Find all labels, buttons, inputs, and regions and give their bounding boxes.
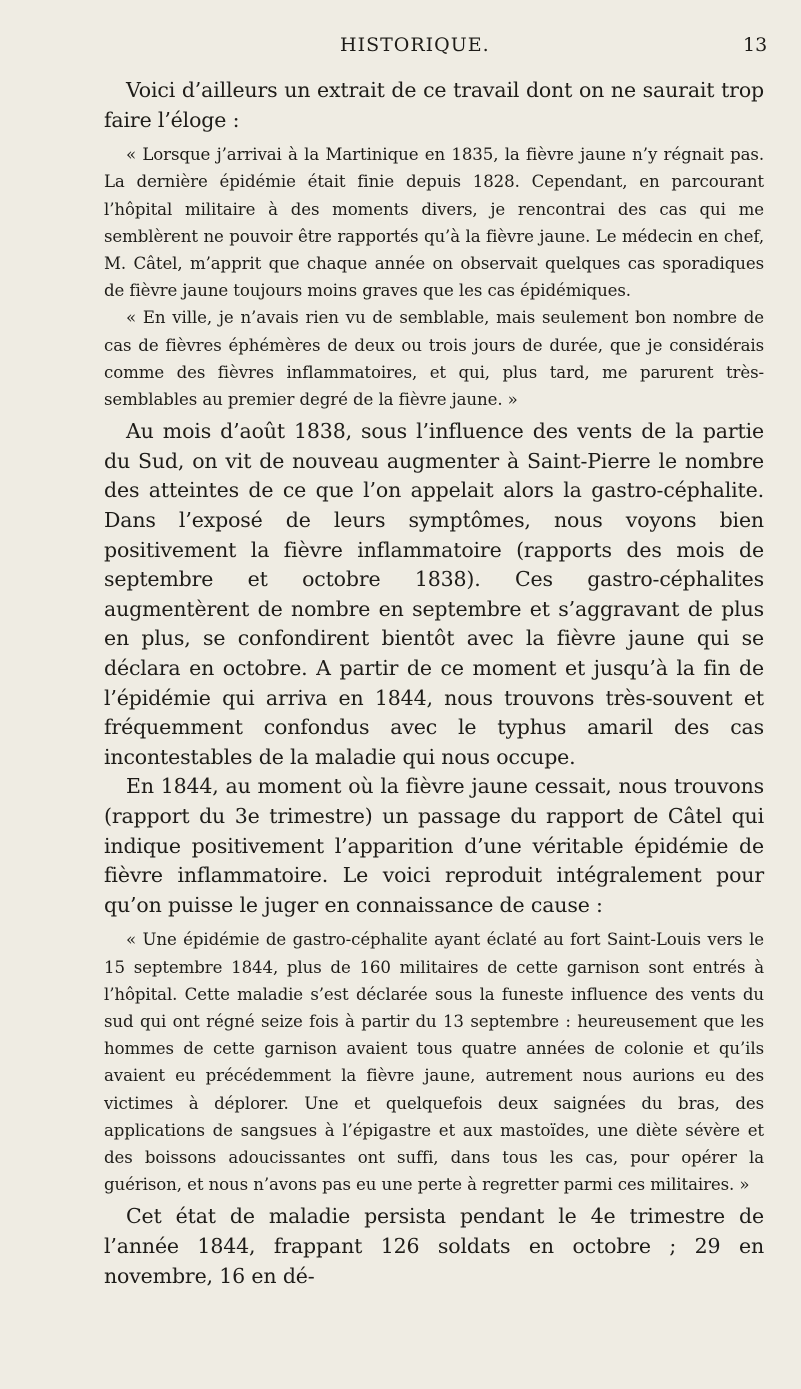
paragraph-1844: En 1844, au moment où la fièvre jaune cessait, nous trouvons (rapport du 3e trimestre) un passage du rapport de Câtel qui indique positivement l’apparition d’une véritable épidémie de fièvre inflammatoire. Le voici reproduit intégralement pour qu’on puisse le juger en connaissance de cause : <box>104 774 764 917</box>
quote-paragraph-2: « En ville, je n’avais rien vu de semblable, mais seulement bon nombre de cas de fièvres éphémères de deux ou trois jours de durée, que je considérais comme des fièvres inflammatoires, et qui, plus tard, me parurent très-semblables au premier degré de la fièvre jaune. » <box>104 308 764 410</box>
quote-paragraph-1: « Lorsque j’arrivai à la Martinique en 1835, la fièvre jaune n’y régnait pas. La dernière épidémie était finie depuis 1828. Cependant, en parcourant l’hôpital militaire à des moments divers, je rencontrai des cas qui me semblèrent ne pouvoir être rapportés qu’à la fièvre jaune. Le médecin en chef, M. Câtel, m’apprit que chaque année on observait quelques cas sporadiques de fièvre jaune toujours moins graves que les cas épidémiques. <box>104 145 764 301</box>
intro-paragraph: Voici d’ailleurs un extrait de ce travail dont on ne saurait trop faire l’éloge : <box>104 78 764 132</box>
paragraph-august-1838: Au mois d’août 1838, sous l’influence des vents de la partie du Sud, on vit de nouveau augmenter à Saint-Pierre le nombre des atteintes de ce que l’on appelait alors la gastro-céphalite. Dans l’exposé de leurs symptômes, nous voyons bien positivement la fièvre inflammatoire (rapports des mois de septembre et octobre 1838). Ces gastro-céphalites augmentèrent de nombre en septembre et s’aggravant de plus en plus, se confondirent bientôt avec la fièvre jaune qui se déclara en octobre. A partir de ce moment et jusqu’à la fin de l’épidémie qui arriva en 1844, nous trouvons très-souvent et fréquemment confondus avec le typhus amaril des cas incontestables de la maladie qui nous occupe. <box>104 419 764 769</box>
running-head: HISTORIQUE. <box>340 34 490 56</box>
page-header <box>0 34 801 58</box>
quote-paragraph-3: « Une épidémie de gastro-céphalite ayant éclaté au fort Saint-Louis vers le 15 septembre 1844, plus de 160 militaires de cette garnison sont entrés à l’hôpital. Cette maladie s’est déclarée sous la funeste influence des vents du sud qui ont régné seize fois à partir du 13 septembre : heureusement que les hommes de cette garnison avaient tous quatre années de colonie et qu’ils avaient eu précédemment la fièvre jaune, autrement nous aurions eu des victimes à déplorer. Une et quelquefois deux saignées du bras, des applications de sangsues à l’épigastre et aux mastoïdes, une diète sévère et des boissons adoucissantes ont suffi, dans tous les cas, pour opérer la guérison, et nous n’avons pas eu une perte à regretter parmi ces militaires. » <box>104 930 764 1195</box>
page-number: 13 <box>743 34 768 56</box>
paragraph-final: Cet état de maladie persista pendant le 4e trimestre de l’année 1844, frappant 126 soldats en octobre ; 29 en novembre, 16 en dé- <box>104 1204 764 1288</box>
page-body <box>104 76 764 1291</box>
